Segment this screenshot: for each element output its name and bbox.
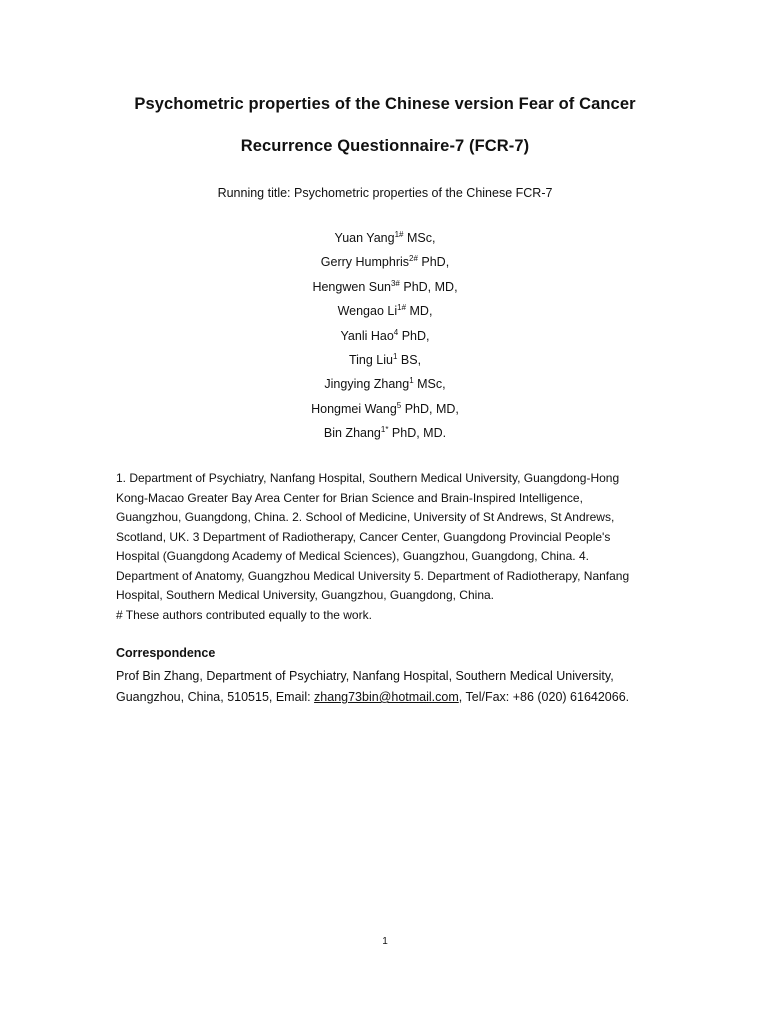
author-name: Yuan Yang <box>334 231 395 245</box>
author-entry <box>0 254 770 278</box>
affiliation-line: Kong-Macao Greater Bay Area Center for Brian Science and Brain-Inspired Intelligence, <box>116 490 583 505</box>
correspondence-block <box>116 666 661 708</box>
author-affiliation-mark: 5 <box>396 400 402 410</box>
author-degree: PhD, MD. <box>388 426 447 441</box>
author-degree: MSc, <box>413 377 446 392</box>
author-affiliation-mark: 1# <box>397 303 407 313</box>
page-number: 1 <box>382 936 388 947</box>
author-affiliation-mark: 1* <box>380 425 389 435</box>
affiliations-block <box>116 469 661 625</box>
affiliation-line: Department of Anatomy, Guangzhou Medical University 5. Department of Radiotherapy, Nanfang <box>116 568 630 583</box>
author-list <box>0 230 770 450</box>
author-entry <box>0 401 770 425</box>
author-name: Gerry Humphris <box>320 255 410 270</box>
author-entry <box>0 303 770 327</box>
author-entry <box>0 425 770 449</box>
paper-title-line-2: Recurrence Questionnaire-7 (FCR-7) <box>240 137 530 155</box>
correspondence-line-2 <box>116 687 661 708</box>
author-degree: BS, <box>397 352 422 367</box>
correspondence-suffix: , Tel/Fax: +86 (020) 61642066. <box>458 690 630 704</box>
author-name: Ting Liu <box>348 352 393 367</box>
author-name: Hengwen Sun <box>312 279 391 294</box>
affiliation-line: Hospital (Guangdong Academy of Medical Sciences), Guangzhou, Guangdong, China. 4. <box>116 549 589 563</box>
correspondence-heading: Correspondence <box>116 646 216 660</box>
author-name: Wengao Li <box>337 304 398 319</box>
equal-contribution-note: # These authors contributed equally to the work. <box>116 607 372 622</box>
author-name: Yanli Hao <box>340 328 394 343</box>
author-entry <box>0 328 770 352</box>
author-affiliation-mark: 3# <box>390 278 400 288</box>
author-name: Bin Zhang <box>323 426 381 441</box>
author-entry <box>0 279 770 303</box>
affiliation-line: Guangzhou, Guangdong, China. 2. School of Medicine, University of St Andrews, St Andrews, <box>116 510 615 524</box>
author-degree: PhD, <box>398 328 430 343</box>
author-degree: MD, <box>406 304 433 319</box>
author-affiliation-mark: 2# <box>409 254 418 264</box>
author-degree: PhD, <box>417 255 450 270</box>
affiliation-line: Scotland, UK. 3 Department of Radiotherapy, Cancer Center, Guangdong Provincial People's <box>116 529 611 544</box>
author-degree: PhD, MD, <box>401 401 459 416</box>
author-name: Hongmei Wang <box>311 401 397 416</box>
affiliation-line: 1. Department of Psychiatry, Nanfang Hospital, Southern Medical University, Guangdong-Hong <box>116 471 620 485</box>
correspondence-prefix: Guangzhou, China, 510515, Email: <box>116 690 315 704</box>
author-affiliation-mark: 4 <box>393 327 399 337</box>
author-name: Jingying Zhang <box>324 377 410 392</box>
running-title: Running title: Psychometric properties of the Chinese FCR-7 <box>217 186 553 200</box>
author-entry <box>0 352 770 376</box>
author-affiliation-mark: 1 <box>409 376 414 386</box>
author-entry <box>0 230 770 254</box>
author-affiliation-mark: 1# <box>394 230 404 239</box>
author-entry <box>0 376 770 400</box>
author-affiliation-mark: 1 <box>392 351 398 361</box>
correspondence-line-1: Prof Bin Zhang, Department of Psychiatry, Nanfang Hospital, Southern Medical University, <box>116 669 614 683</box>
affiliation-line: Hospital, Southern Medical University, Guangzhou, Guangdong, China. <box>116 588 494 602</box>
paper-title-line-1: Psychometric properties of the Chinese version Fear of Cancer <box>134 95 636 113</box>
author-degree: PhD, MD, <box>399 279 458 294</box>
email-link[interactable]: zhang73bin@hotmail.com <box>314 690 459 704</box>
author-degree: MSc, <box>403 231 436 245</box>
